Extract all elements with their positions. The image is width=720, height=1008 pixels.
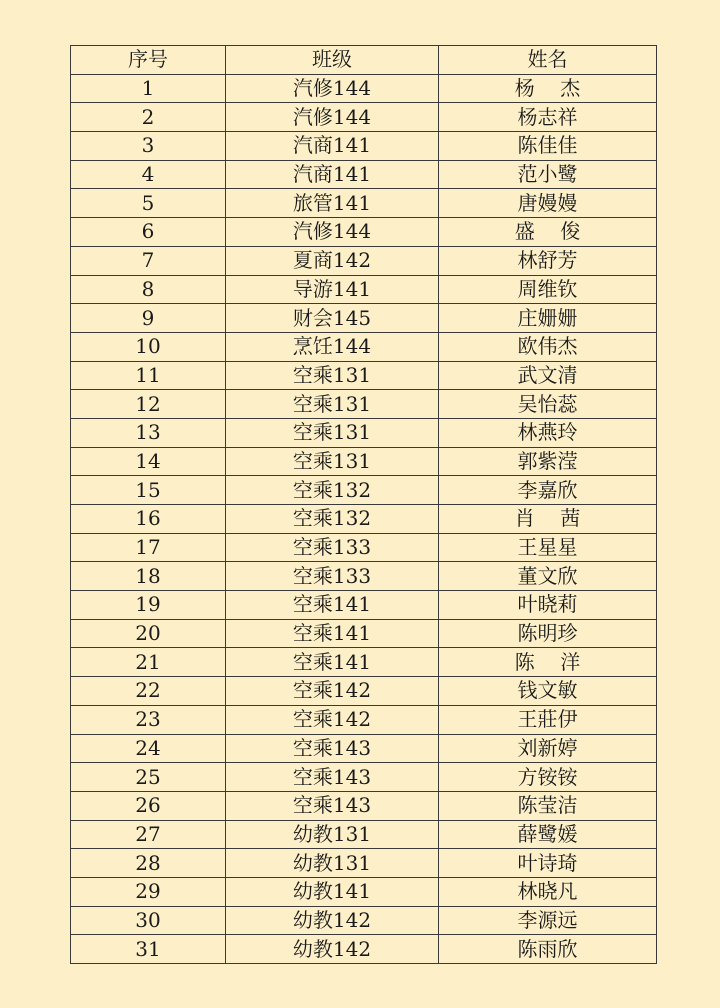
- cell-number: 24: [71, 734, 226, 763]
- cell-name: 杨 杰: [439, 74, 657, 103]
- cell-class: 幼教142: [226, 935, 439, 964]
- cell-name: 林燕玲: [439, 418, 657, 447]
- cell-class: 空乘142: [226, 677, 439, 706]
- table-row: [71, 877, 657, 906]
- cell-class: 夏商142: [226, 246, 439, 275]
- table-row: [71, 332, 657, 361]
- cell-number: 12: [71, 390, 226, 419]
- cell-name: 林舒芳: [439, 246, 657, 275]
- table-row: [71, 476, 657, 505]
- column-header-class: 班级: [226, 46, 439, 75]
- table-row: [71, 74, 657, 103]
- cell-name: 唐嫚嫚: [439, 189, 657, 218]
- cell-class: 汽修144: [226, 74, 439, 103]
- cell-number: 23: [71, 705, 226, 734]
- student-roster-table: [70, 45, 657, 964]
- cell-name: 郭紫滢: [439, 447, 657, 476]
- cell-name: 陈 洋: [439, 648, 657, 677]
- cell-name: 杨志祥: [439, 103, 657, 132]
- table-row: [71, 505, 657, 534]
- cell-name: 庄姗姗: [439, 304, 657, 333]
- column-header-name: 姓名: [439, 46, 657, 75]
- cell-number: 18: [71, 562, 226, 591]
- cell-name: 肖 茜: [439, 505, 657, 534]
- cell-number: 30: [71, 906, 226, 935]
- cell-class: 幼教131: [226, 820, 439, 849]
- cell-class: 空乘143: [226, 791, 439, 820]
- cell-name: 陈莹洁: [439, 791, 657, 820]
- cell-name: 董文欣: [439, 562, 657, 591]
- cell-number: 29: [71, 877, 226, 906]
- table-row: [71, 275, 657, 304]
- table-row: [71, 820, 657, 849]
- table-row: [71, 304, 657, 333]
- cell-number: 6: [71, 218, 226, 247]
- cell-number: 3: [71, 132, 226, 161]
- cell-name: 吴怡蕊: [439, 390, 657, 419]
- table-row: [71, 763, 657, 792]
- cell-class: 空乘131: [226, 447, 439, 476]
- table-row: [71, 648, 657, 677]
- table-row: [71, 619, 657, 648]
- cell-number: 14: [71, 447, 226, 476]
- table-row: [71, 677, 657, 706]
- cell-class: 幼教142: [226, 906, 439, 935]
- cell-class: 空乘131: [226, 390, 439, 419]
- cell-number: 10: [71, 332, 226, 361]
- table-row: [71, 562, 657, 591]
- cell-name: 林晓凡: [439, 877, 657, 906]
- table-row: [71, 591, 657, 620]
- cell-name: 欧伟杰: [439, 332, 657, 361]
- cell-name: 陈明珍: [439, 619, 657, 648]
- cell-class: 空乘131: [226, 361, 439, 390]
- cell-number: 2: [71, 103, 226, 132]
- cell-class: 空乘132: [226, 505, 439, 534]
- cell-class: 空乘132: [226, 476, 439, 505]
- column-header-number: 序号: [71, 46, 226, 75]
- cell-number: 8: [71, 275, 226, 304]
- cell-class: 财会145: [226, 304, 439, 333]
- cell-number: 22: [71, 677, 226, 706]
- cell-class: 汽修144: [226, 103, 439, 132]
- cell-name: 薛鹭媛: [439, 820, 657, 849]
- table-body: [71, 74, 657, 963]
- cell-class: 空乘131: [226, 418, 439, 447]
- table-row: [71, 533, 657, 562]
- cell-class: 汽商141: [226, 160, 439, 189]
- table-row: [71, 418, 657, 447]
- cell-number: 4: [71, 160, 226, 189]
- cell-name: 叶诗琦: [439, 849, 657, 878]
- cell-class: 幼教141: [226, 877, 439, 906]
- cell-class: 空乘143: [226, 734, 439, 763]
- cell-number: 20: [71, 619, 226, 648]
- table-row: [71, 447, 657, 476]
- table-row: [71, 246, 657, 275]
- table-row: [71, 849, 657, 878]
- cell-name: 王莊伊: [439, 705, 657, 734]
- table-row: [71, 390, 657, 419]
- table-header-row: [71, 46, 657, 75]
- cell-name: 陈雨欣: [439, 935, 657, 964]
- cell-class: 空乘143: [226, 763, 439, 792]
- cell-name: 钱文敏: [439, 677, 657, 706]
- cell-class: 空乘141: [226, 619, 439, 648]
- cell-class: 幼教131: [226, 849, 439, 878]
- cell-number: 9: [71, 304, 226, 333]
- cell-number: 21: [71, 648, 226, 677]
- cell-class: 空乘141: [226, 591, 439, 620]
- cell-number: 15: [71, 476, 226, 505]
- cell-name: 叶晓莉: [439, 591, 657, 620]
- cell-class: 空乘142: [226, 705, 439, 734]
- cell-class: 旅管141: [226, 189, 439, 218]
- cell-number: 16: [71, 505, 226, 534]
- cell-class: 导游141: [226, 275, 439, 304]
- cell-number: 27: [71, 820, 226, 849]
- table-row: [71, 218, 657, 247]
- cell-name: 王星星: [439, 533, 657, 562]
- table-row: [71, 103, 657, 132]
- cell-name: 李嘉欣: [439, 476, 657, 505]
- cell-name: 刘新婷: [439, 734, 657, 763]
- cell-name: 周维钦: [439, 275, 657, 304]
- cell-class: 空乘141: [226, 648, 439, 677]
- table-row: [71, 705, 657, 734]
- cell-number: 17: [71, 533, 226, 562]
- cell-number: 5: [71, 189, 226, 218]
- cell-class: 空乘133: [226, 562, 439, 591]
- cell-number: 11: [71, 361, 226, 390]
- cell-number: 26: [71, 791, 226, 820]
- cell-number: 1: [71, 74, 226, 103]
- cell-class: 汽修144: [226, 218, 439, 247]
- cell-number: 19: [71, 591, 226, 620]
- cell-number: 31: [71, 935, 226, 964]
- table-row: [71, 734, 657, 763]
- table-row: [71, 791, 657, 820]
- table-row: [71, 935, 657, 964]
- cell-name: 范小鹭: [439, 160, 657, 189]
- cell-name: 盛 俊: [439, 218, 657, 247]
- table-row: [71, 189, 657, 218]
- cell-name: 陈佳佳: [439, 132, 657, 161]
- cell-number: 7: [71, 246, 226, 275]
- cell-number: 25: [71, 763, 226, 792]
- table-row: [71, 160, 657, 189]
- cell-name: 方铵铵: [439, 763, 657, 792]
- cell-name: 武文清: [439, 361, 657, 390]
- cell-class: 汽商141: [226, 132, 439, 161]
- cell-class: 空乘133: [226, 533, 439, 562]
- cell-number: 13: [71, 418, 226, 447]
- table-row: [71, 906, 657, 935]
- table-row: [71, 361, 657, 390]
- cell-number: 28: [71, 849, 226, 878]
- table-row: [71, 132, 657, 161]
- cell-class: 烹饪144: [226, 332, 439, 361]
- cell-name: 李源远: [439, 906, 657, 935]
